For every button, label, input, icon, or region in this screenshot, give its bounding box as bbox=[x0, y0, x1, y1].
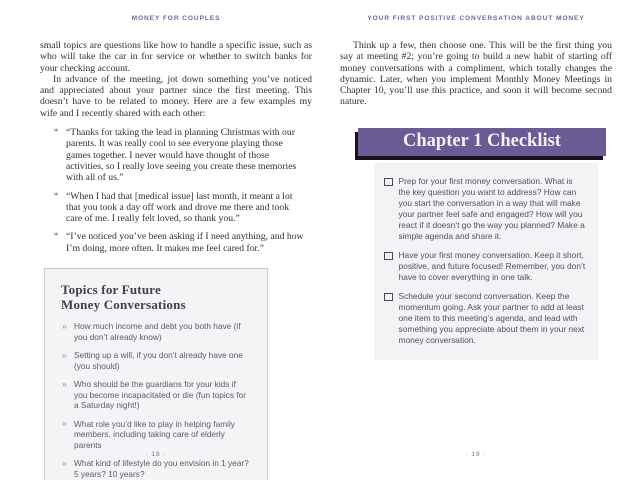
bullet-icon: * bbox=[54, 230, 59, 241]
topic-text: How much income and debt you both have (if you don’t already know) bbox=[74, 321, 241, 342]
page-left bbox=[40, 0, 312, 480]
checklist-box bbox=[374, 163, 598, 360]
topic-item bbox=[61, 350, 251, 371]
topics-box-title-line: Money Conversations bbox=[61, 297, 186, 313]
quote-item bbox=[54, 126, 306, 184]
chevron-marker-icon: » bbox=[62, 320, 67, 331]
topics-box-title bbox=[61, 282, 251, 312]
running-head-left: MONEY FOR COUPLES bbox=[131, 15, 221, 22]
checklist-banner: Chapter 1 Checklist bbox=[358, 128, 606, 157]
bullet-icon: * bbox=[54, 126, 59, 137]
checklist-item-text: Schedule your second conversation. Keep the momentum going. Ask your partner to add at least one item to this meeting’s agenda, and lead with something you appreciate about them in your next money conversation. bbox=[398, 291, 585, 346]
checklist-item-text: Prep for your first money conversation. What is the key question you want to address? How can you start the conversation in a way that will make your partner feel safe and engaged? How will you react if it doesn’t go the way you planned? Make a simple agenda and share it. bbox=[398, 176, 585, 242]
chevron-marker-icon: » bbox=[62, 418, 67, 429]
chevron-marker-icon: » bbox=[62, 378, 67, 389]
topic-text: What kind of lifestyle do you envision in 1 year? 5 years? 10 years? bbox=[74, 458, 249, 479]
paragraph: Think up a few, then choose one. This will be the first thing you say at meeting #2; you’re going to build a new habit of starting off money conversations with a compliment, which totally changes the dynamic. Later, when you implement Monthly Money Meetings in Chapter 10, you’ll use this practice, and soon it will become second nature. bbox=[340, 40, 612, 108]
quote-text: “When I had that [medical issue] last month, it meant a lot that you took a day off work and drove me there and took care of me. I really felt loved, so thank you.” bbox=[66, 190, 293, 225]
chevron-marker-icon: » bbox=[62, 457, 67, 468]
topic-item bbox=[61, 458, 251, 479]
checklist-item-text: Have your first money conversation. Keep it short, positive, and future focused! Remember, you don’t have to cover everything in one talk. bbox=[398, 250, 586, 283]
paragraph: small topics are questions like how to handle a specific issue, such as who will take the car in for service or whether to switch banks for your checking account. bbox=[40, 40, 312, 74]
running-head-right: YOUR FIRST POSITIVE CONVERSATION ABOUT MONEY bbox=[367, 15, 585, 22]
quote-item bbox=[54, 189, 306, 225]
chevron-marker-icon: » bbox=[62, 349, 67, 360]
page-number-right: · 19 · bbox=[465, 451, 487, 458]
page-number-left: · 18 · bbox=[145, 451, 167, 458]
checkbox-icon bbox=[384, 293, 393, 302]
quote-text: “I’ve noticed you’ve been asking if I need anything, and how I’m doing, more often. It makes me feel cared for.” bbox=[66, 231, 304, 254]
checkbox-icon bbox=[384, 178, 393, 187]
paragraph: In advance of the meeting, jot down something you’ve noticed and appreciated about your partner since the first meeting. This doesn’t have to be related to money. Here are a few examples my wife and I recently shared with each other: bbox=[40, 73, 312, 119]
topic-text: What role you’d like to play in helping family members, including taking care of elderly parents bbox=[74, 418, 235, 450]
quote-item bbox=[54, 230, 306, 254]
topics-box bbox=[44, 268, 268, 480]
topic-text: Setting up a will, if you don’t already have one (you should) bbox=[74, 350, 243, 371]
topic-item bbox=[61, 379, 251, 411]
quote-text: “Thanks for taking the lead in planning Christmas with our parents. It was really cool to see everyone playing those games together. I never would have thought of those activities, so I really love seeing you create these memories with all of us.” bbox=[66, 127, 297, 184]
checkbox-icon bbox=[384, 252, 393, 261]
checklist-item bbox=[383, 250, 586, 283]
example-quote-list bbox=[40, 127, 312, 254]
bullet-icon: * bbox=[54, 189, 59, 200]
topic-item bbox=[61, 419, 251, 451]
topics-box-title-line: Topics for Future bbox=[61, 282, 161, 298]
topic-text: Who should be the guardians for your kids if you become incapacitated or die (fun topics for a Saturday night!) bbox=[74, 379, 247, 411]
page-right bbox=[340, 0, 612, 480]
checklist-item bbox=[383, 291, 586, 346]
checklist-item bbox=[383, 176, 586, 242]
topic-item bbox=[61, 321, 251, 342]
